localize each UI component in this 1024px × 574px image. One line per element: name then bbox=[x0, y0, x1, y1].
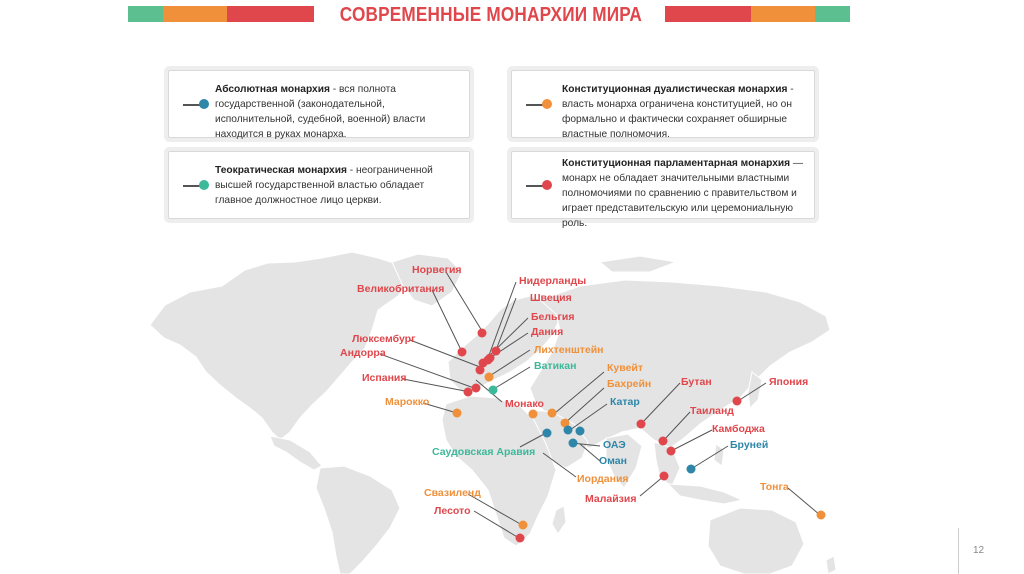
label-qatar: Катар bbox=[610, 396, 640, 408]
page-title: СОВРЕМЕННЫЕ МОНАРХИИ МИРА bbox=[339, 4, 642, 26]
card-definition: — монарх не обладает значительными властными полномочиями по сравнению с правительством и играет представительскую или церемониальную роль. bbox=[562, 158, 804, 229]
page-number: 12 bbox=[973, 545, 985, 556]
label-jordan: Иордания bbox=[577, 473, 629, 485]
madagascar-shape bbox=[552, 506, 566, 534]
label-sweden: Швеция bbox=[530, 292, 572, 304]
card-term: Конституционная парламентарная монархия bbox=[562, 158, 791, 169]
label-kuwait: Кувейт bbox=[607, 362, 644, 374]
marker-spain bbox=[464, 388, 473, 397]
central-america-shape bbox=[270, 436, 322, 470]
label-tonga: Тонга bbox=[760, 481, 789, 493]
footer-divider bbox=[958, 528, 959, 574]
marker-qatar bbox=[564, 426, 573, 435]
north-america-shape bbox=[150, 252, 410, 440]
marker-morocco bbox=[453, 409, 462, 418]
label-morocco: Марокко bbox=[385, 396, 430, 408]
marker-luxembourg bbox=[476, 366, 485, 375]
arctic-islands-shape bbox=[600, 256, 676, 272]
label-spain: Испания bbox=[362, 372, 407, 384]
label-luxembourg: Люксембург bbox=[352, 333, 416, 345]
label-liechtenstein: Лихтенштейн bbox=[534, 344, 604, 356]
marker-thailand bbox=[659, 437, 668, 446]
label-bhutan: Бутан bbox=[681, 376, 712, 388]
card-term: Теократическая монархия bbox=[215, 165, 347, 176]
card-definition: - власть монарха ограничена конституцией, но он формально и фактически сохраняет обширные властные полномочия. bbox=[562, 84, 794, 140]
label-belgium: Бельгия bbox=[531, 311, 575, 323]
marker-lesotho bbox=[516, 534, 525, 543]
marker-vatican bbox=[489, 386, 498, 395]
label-andorra: Андорра bbox=[340, 347, 386, 359]
label-uk: Великобритания bbox=[357, 283, 445, 295]
label-norway: Норвегия bbox=[412, 264, 462, 276]
label-bahrain: Бахрейн bbox=[607, 378, 652, 390]
marker-brunei bbox=[687, 465, 696, 474]
marker-denmark bbox=[486, 354, 495, 363]
label-thailand: Таиланд bbox=[690, 405, 734, 417]
australia-shape bbox=[708, 508, 804, 574]
philippines-shape bbox=[714, 444, 724, 466]
marker-saudi bbox=[543, 429, 552, 438]
label-japan: Япония bbox=[769, 376, 809, 388]
marker-oman bbox=[576, 427, 585, 436]
label-saudi: Саудовская Аравия bbox=[432, 446, 536, 458]
card-definition: - неограниченной высшей государственной властью обладает главное должностное лицо церкви. bbox=[215, 165, 433, 206]
marker-liechtenstein bbox=[485, 373, 494, 382]
marker-uae bbox=[569, 439, 578, 448]
marker-cambodia bbox=[667, 447, 676, 456]
marker-norway bbox=[478, 329, 487, 338]
label-brunei: Бруней bbox=[730, 439, 769, 451]
marker-kuwait bbox=[548, 409, 557, 418]
marker-andorra bbox=[472, 384, 481, 393]
label-malaysia: Малайзия bbox=[585, 493, 637, 505]
marker-tonga bbox=[817, 511, 826, 520]
indonesia-shape bbox=[668, 484, 742, 504]
marker-sweden bbox=[492, 347, 501, 356]
label-netherlands: Нидерланды bbox=[519, 275, 587, 287]
label-monaco: Монако bbox=[505, 398, 544, 410]
marker-malaysia bbox=[660, 472, 669, 481]
marker-swaziland bbox=[519, 521, 528, 530]
card-definition: - вся полнота государственной (законодательной, исполнительной, судебной, военной) власти находится в руках монарха. bbox=[215, 84, 426, 140]
card-term: Абсолютная монархия bbox=[215, 84, 330, 95]
label-lesotho: Лесото bbox=[434, 505, 471, 517]
greenland-shape bbox=[392, 254, 462, 306]
label-oman: Оман bbox=[599, 455, 627, 467]
new-zealand-shape bbox=[826, 556, 836, 574]
south-america-shape bbox=[316, 466, 400, 574]
card-term: Конституционная дуалистическая монархия bbox=[562, 84, 788, 95]
label-cambodia: Камбоджа bbox=[712, 423, 765, 435]
label-swaziland: Свазиленд bbox=[424, 487, 481, 499]
marker-uk bbox=[458, 348, 467, 357]
marker-jordan bbox=[529, 410, 538, 419]
label-vatican: Ватикан bbox=[534, 360, 577, 372]
label-denmark: Дания bbox=[531, 326, 564, 338]
marker-bhutan bbox=[637, 420, 646, 429]
label-uae: ОАЭ bbox=[603, 439, 626, 451]
